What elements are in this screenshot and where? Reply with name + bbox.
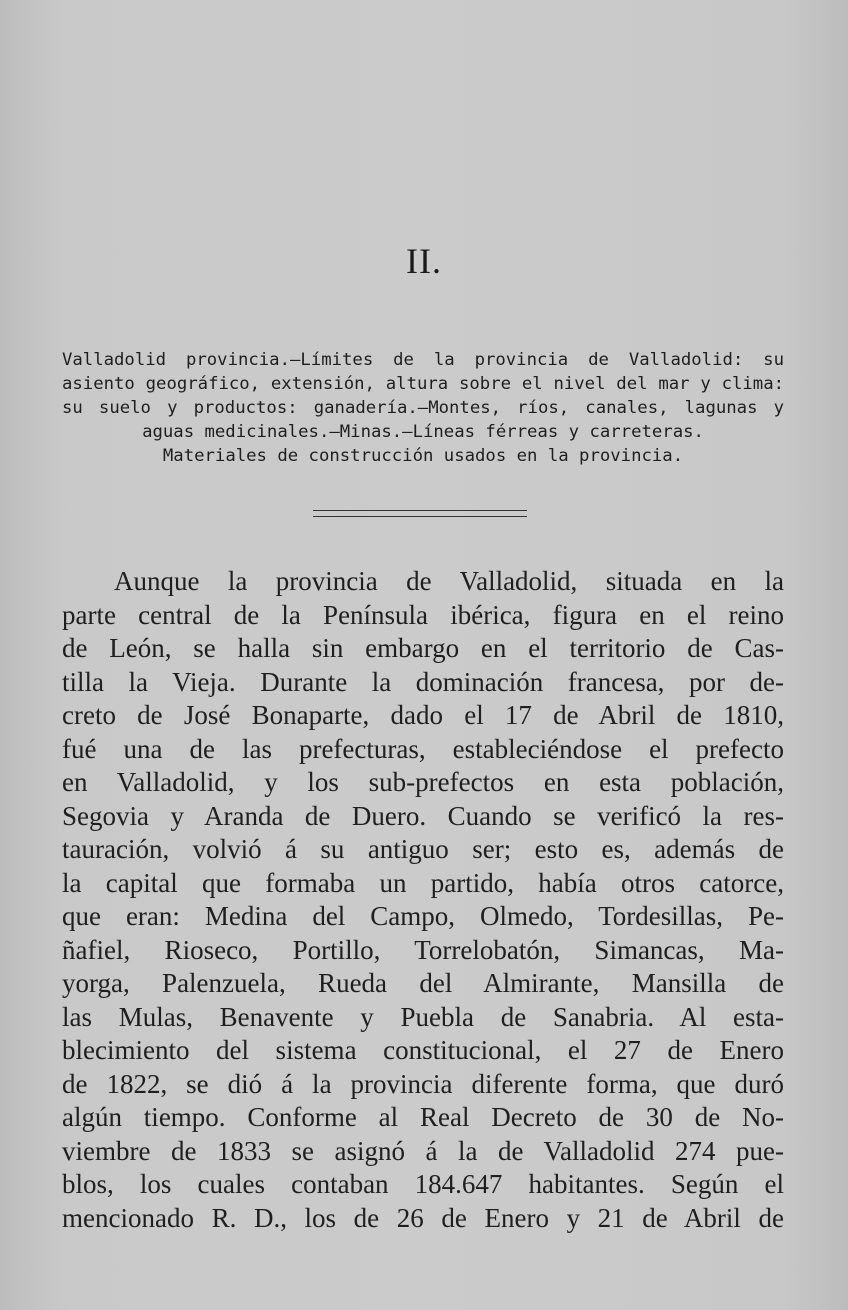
text-line: tauración, volvió á su antiguo ser; esto es, además de (62, 834, 784, 864)
text-line: Aunque la provincia de Valladolid, situada en la (114, 566, 784, 596)
body-paragraph (62, 565, 784, 1235)
text-line: que eran: Medina del Campo, Olmedo, Tordesillas, Pe- (62, 901, 784, 931)
text-line: la capital que formaba un partido, había otros catorce, (62, 867, 784, 898)
text-line: ñafiel, Rioseco, Portillo, Torrelobatón, Simancas, Ma- (62, 934, 784, 965)
text-line: creto de José Bonaparte, dado el 17 de Abril de 1810, (62, 700, 784, 730)
summary-line: aguas medicinales.—Minas.—Líneas férreas y carreteras. (142, 422, 704, 442)
text-line: parte central de la Península ibérica, figura en el reino (62, 599, 784, 630)
text-line: de León, se halla sin embargo en el territorio de Cas- (62, 633, 784, 663)
text-line: de 1822, se dió á la provincia diferente forma, que duró (62, 1068, 784, 1099)
text-line: algún tiempo. Conforme al Real Decreto de 30 de No- (62, 1102, 784, 1132)
text-line: blecimiento del sistema constitucional, el 27 de Enero (62, 1035, 784, 1065)
text-line: blos, los cuales contaban 184.647 habitantes. Según el (62, 1169, 784, 1199)
chapter-summary (62, 348, 784, 468)
text-line: yorga, Palenzuela, Rueda del Almirante, Mansilla de (62, 968, 784, 998)
text-line: tilla la Vieja. Durante la dominación francesa, por de- (62, 666, 784, 697)
text-line: fué una de las prefecturas, estableciéndose el prefecto (62, 733, 784, 764)
summary-line: Materiales de construcción usados en la provincia. (162, 446, 684, 466)
section-divider (313, 510, 527, 517)
text-line: Segovia y Aranda de Duero. Cuando se verificó la res- (62, 800, 784, 831)
summary-line: su suelo y productos: ganadería.—Montes, ríos, canales, lagunas y (62, 398, 784, 418)
text-line: mencionado R. D., los de 26 de Enero y 21 de Abril de (62, 1202, 784, 1233)
summary-line: Valladolid provincia.—Límites de la provincia de Valladolid: su (62, 350, 784, 370)
summary-line: asiento geográfico, extensión, altura sobre el nivel del mar y clima: (62, 374, 784, 394)
text-line: en Valladolid, y los sub-prefectos en esta población, (62, 767, 784, 797)
text-line: las Mulas, Benavente y Puebla de Sanabria. Al esta- (62, 1001, 784, 1032)
text-line: viembre de 1833 se asignó á la de Valladolid 274 pue- (62, 1135, 784, 1166)
chapter-number: II. (406, 241, 442, 281)
